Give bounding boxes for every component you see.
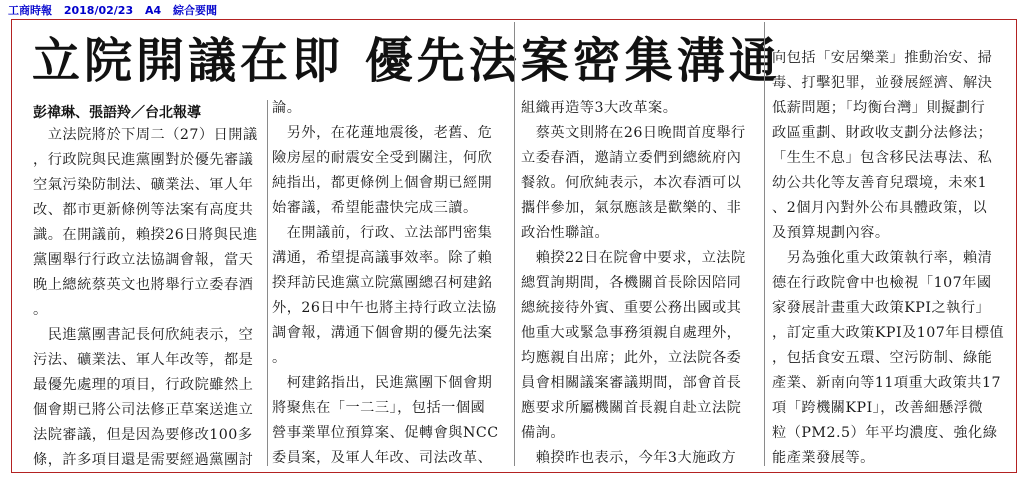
article-text-line: 將聚焦在「一二三」，包括一個國 — [272, 400, 486, 416]
article-text-line: 民進黨團書記長何欣純表示，空 — [33, 327, 254, 343]
article-text-line: 應要求所屬機關首長親自赴立法院 — [521, 400, 742, 416]
article-column-1 — [33, 123, 265, 469]
article-text-line: 組織再造等3大改革案。 — [521, 100, 678, 116]
article-column-2 — [272, 96, 506, 470]
article-text-line: 家發展計畫重大政策KPI之執行」 — [772, 300, 991, 316]
article-column-3 — [521, 96, 758, 470]
article-text-line: 空氣污染防制法、礦業法、軍人年 — [33, 177, 254, 193]
article-text-line: 調會報，溝通下個會期的優先法案 — [272, 325, 493, 341]
article-text-line: 毒、打擊犯罪，並發展經濟、解決 — [772, 75, 993, 91]
article-text-line: 「生生不息」包含移民法專法、私 — [772, 150, 993, 166]
article-text-line: 產業、新南向等11項重大政策共17 — [772, 375, 1002, 391]
article-column-4 — [772, 46, 1010, 470]
article-text-line: 。 — [33, 302, 48, 318]
article-text-line: 委員案，及軍人年改、司法改革、 — [272, 450, 493, 466]
article-text-line: 法院審議，但是因為要修改100多 — [33, 427, 253, 443]
article-text-line: 污法、礦業法、軍人年改等，都是 — [33, 352, 254, 368]
article-text-line: ，包括食安五環、空污防制、綠能 — [772, 350, 993, 366]
article-text-line: 柯建銘指出，民進黨團下個會期 — [272, 375, 493, 391]
article-text-line: 政治性聯誼。 — [521, 225, 610, 241]
article-text-line: 員會相關議案審議期間，部會首長 — [521, 375, 742, 391]
article-text-line: 餐敘。何欣純表示，本次春酒可以 — [521, 175, 742, 191]
column-divider-1 — [267, 100, 268, 466]
article-text-line: 溝通，希望提高議事效率。除了賴 — [272, 250, 493, 266]
article-text-line: 晚上總統蔡英文也將舉行立委春酒 — [33, 277, 254, 293]
article-headline: 立院開議在即 優先法案密集溝通 — [32, 33, 781, 89]
section-name: 綜合要聞 — [172, 4, 217, 17]
article-text-line: 及預算規劃內容。 — [772, 225, 890, 241]
article-text-line: 。 — [272, 350, 287, 366]
column-divider-3 — [764, 22, 765, 466]
article-text-line: ，行政院與民進黨團對於優先審議 — [33, 152, 254, 168]
article-text-line: 總質詢期間，各機關首長除因陪同 — [521, 275, 742, 291]
article-text-line: 攜伴參加，氣氛應該是歡樂的、非 — [521, 200, 742, 216]
article-text-line: 純指出，都更條例上個會期已經開 — [272, 175, 493, 191]
article-text-line: 論。 — [272, 100, 302, 116]
article-text-line: 賴揆22日在院會中要求，立法院 — [521, 250, 746, 266]
article-text-line: 均應親自出席；此外，立法院各委 — [521, 350, 742, 366]
article-text-line: 幼公共化等友善育兒環境，未來1 — [772, 175, 988, 191]
article-text-line: 、2個月內對外公布具體政策，以 — [772, 200, 988, 216]
article-text-line: 營事業單位預算案、促轉會與NCC — [272, 425, 499, 441]
article-text-line: 賴揆昨也表示，今年3大施政方 — [521, 450, 737, 466]
article-text-line: 險房屋的耐震安全受到關注，何欣 — [272, 150, 493, 166]
article-text-line: 低薪問題；「均衡台灣」則擬劃行 — [772, 100, 986, 116]
article-text-line: 粒（PM2.5）年平均濃度、強化綠 — [772, 425, 998, 441]
article-text-line: 識。在開議前，賴揆26日將與民進 — [33, 227, 258, 243]
article-text-line: 黨團舉行行政立法協調會報，當天 — [33, 252, 254, 268]
article-text-line: 能產業發展等。 — [772, 450, 875, 466]
article-text-line: ，訂定重大政策KPI及107年目標值 — [772, 325, 1005, 341]
article-text-line: 德在行政院會中也檢視「107年國 — [772, 275, 992, 291]
article-text-line: 外，26日中午也將主持行政立法協 — [272, 300, 497, 316]
article-text-line: 在開議前，行政、立法部門密集 — [272, 225, 493, 241]
article-text-line: 改、都市更新條例等法案有高度共 — [33, 202, 254, 218]
page-header — [8, 3, 225, 19]
article-text-line: 另為強化重大政策執行率，賴清 — [772, 250, 993, 266]
article-text-line: 立法院將於下周二（27）日開議 — [33, 127, 258, 143]
article-text-line: 另外，在花蓮地震後，老舊、危 — [272, 125, 493, 141]
article-text-line: 項「跨機關KPI」，改善細懸浮微 — [772, 400, 984, 416]
article-text-line: 個會期已將公司法修正草案送進立 — [33, 402, 254, 418]
article-text-line: 蔡英文則將在26日晚間首度舉行 — [521, 125, 746, 141]
article-text-line: 立委春酒，邀請立委們到總統府內 — [521, 150, 742, 166]
article-text-line: 最優先處理的項目，行政院雖然上 — [33, 377, 254, 393]
publish-date: 2018/02/23 — [63, 4, 134, 17]
article-text-line: 他重大或緊急事務須親自處理外， — [521, 325, 742, 341]
article-text-line: 政區重劃、財政收支劃分法修法； — [772, 125, 993, 141]
article-text-line: 揆拜訪民進黨立院黨團總召柯建銘 — [272, 275, 493, 291]
article-text-line: 向包括「安居樂業」推動治安、掃 — [772, 50, 993, 66]
page-number: A4 — [144, 4, 162, 17]
article-text-line: 備詢。 — [521, 425, 566, 441]
newspaper-name: 工商時報 — [8, 4, 52, 17]
column-divider-2 — [514, 22, 515, 466]
article-byline: 彭禕琳、張語羚／台北報導 — [33, 105, 201, 121]
article-text-line: 條，許多項目還是需要經過黨團討 — [33, 452, 254, 468]
article-text-line: 總統接待外賓、重要公務出國或其 — [521, 300, 742, 316]
article-text-line: 始審議，希望能盡快完成三讀。 — [272, 200, 478, 216]
